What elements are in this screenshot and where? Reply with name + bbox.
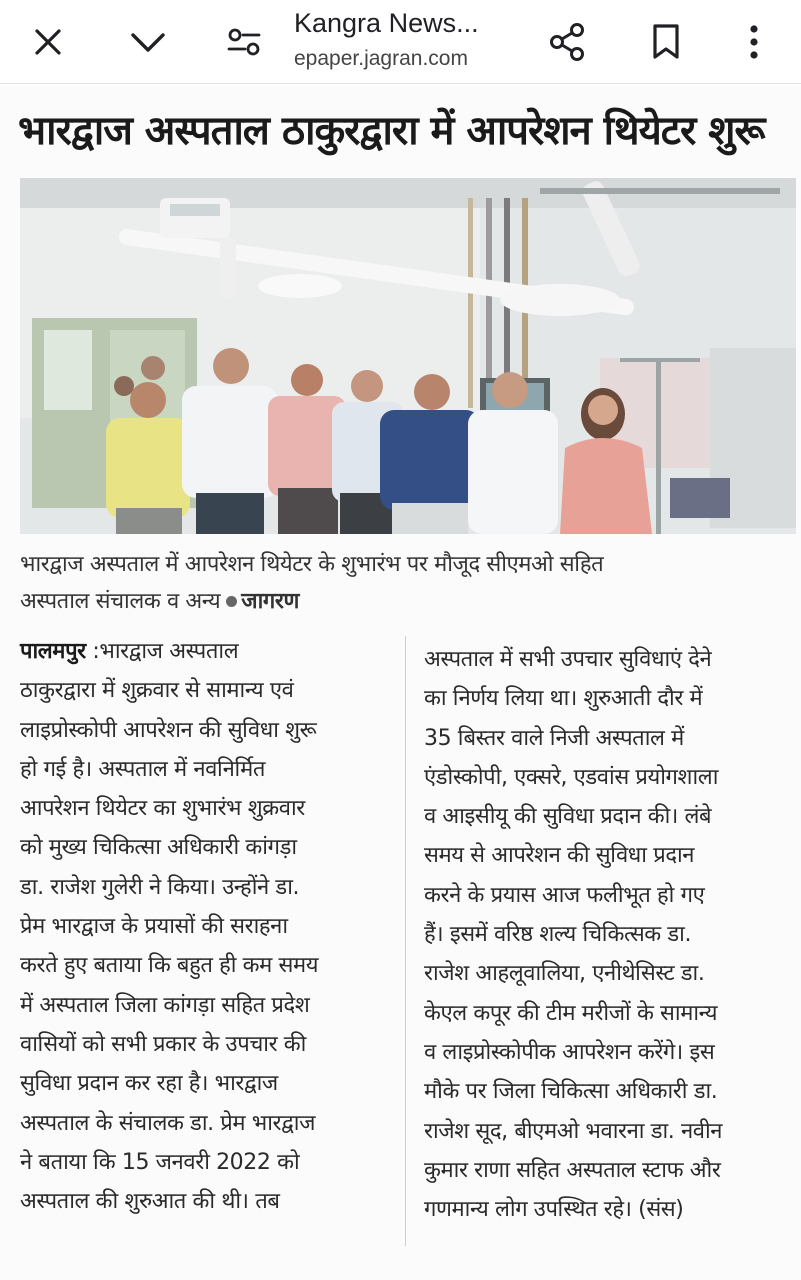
page-url: epaper.jagran.com xyxy=(294,47,468,70)
body-line: लाइप्रोस्कोपी आपरेशन की सुविधा शुरू xyxy=(20,717,317,743)
bullet-icon xyxy=(226,596,237,607)
page-title: Kangra News... xyxy=(294,8,479,38)
body-line: में अस्पताल जिला कांगड़ा सहित प्रदेश xyxy=(20,992,310,1018)
body-line: व आइसीयू की सुविधा प्रदान की। लंबे xyxy=(424,804,712,830)
body-line: समय से आपरेशन की सुविधा प्रदान xyxy=(424,843,695,869)
body-line: केएल कपूर की टीम मरीजों के सामान्य xyxy=(424,1000,718,1026)
body-line: व लाइप्रोस्कोपीक आपरेशन करेंगे। इस xyxy=(424,1039,715,1065)
column-divider xyxy=(405,636,406,1246)
body-line: राजेश आहलूवालिया, एनीथेसिस्ट डा. xyxy=(424,961,705,987)
article-column-left xyxy=(20,632,390,1221)
body-line: 35 बिस्तर वाले निजी अस्पताल में xyxy=(424,725,684,751)
page-title-block[interactable] xyxy=(294,6,534,72)
body-line: हो गई है। अस्पताल में नवनिर्मित xyxy=(20,756,266,782)
more-vert-icon[interactable] xyxy=(730,18,778,66)
article-headline: भारद्वाज अस्पताल ठाकुरद्वारा में आपरेशन थियेटर शुरू xyxy=(18,108,765,154)
body-line: करने के प्रयास आज फलीभूत हो गए xyxy=(424,882,705,908)
body-line: हैं। इसमें वरिष्ठ शल्य चिकित्सक डा. xyxy=(424,922,692,948)
close-icon[interactable] xyxy=(24,18,72,66)
body-line: का निर्णय लिया था। शुरुआती दौर में xyxy=(424,686,703,712)
body-line: वासियों को सभी प्रकार के उपचार की xyxy=(20,1031,306,1057)
share-icon[interactable] xyxy=(543,18,591,66)
article-column-right xyxy=(424,640,794,1229)
body-line: करते हुए बताया कि बहुत ही कम समय xyxy=(20,953,319,979)
chevron-down-icon[interactable] xyxy=(124,18,172,66)
body-line: ठाकुरद्वारा में शुक्रवार से सामान्य एवं xyxy=(20,678,294,704)
body-line: कुमार राणा सहित अस्पताल स्टाफ और xyxy=(424,1157,721,1183)
body-line xyxy=(20,632,390,671)
body-line-text: :भारद्वाज अस्पताल xyxy=(85,639,239,664)
body-line: को मुख्य चिकित्सा अधिकारी कांगड़ा xyxy=(20,835,297,861)
body-line: एंडोस्कोपी, एक्सरे, एडवांस प्रयोगशाला xyxy=(424,764,719,790)
body-line: गणमान्य लोग उपस्थित रहे। (संस) xyxy=(424,1197,684,1223)
body-line: ने बताया कि 15 जनवरी 2022 को xyxy=(20,1149,300,1175)
photo-caption xyxy=(20,546,790,620)
body-line: अस्पताल में सभी उपचार सुविधाएं देने xyxy=(424,647,712,672)
dateline: पालमपुर xyxy=(20,639,86,664)
epaper-clipping xyxy=(0,86,801,1280)
tune-icon[interactable] xyxy=(220,18,268,66)
body-line: प्रेम भारद्वाज के प्रयासों की सराहना xyxy=(20,914,288,940)
body-line: अस्पताल की शुरुआत की थी। तब xyxy=(20,1189,280,1215)
body-line: अस्पताल के संचालक डा. प्रेम भारद्वाज xyxy=(20,1110,315,1136)
bookmark-icon[interactable] xyxy=(642,18,690,66)
body-line: डा. राजेश गुलेरी ने किया। उन्होंने डा. xyxy=(20,874,300,900)
body-line: मौके पर जिला चिकित्सा अधिकारी डा. xyxy=(424,1079,718,1105)
caption-line-text: अस्पताल संचालक व अन्य xyxy=(20,589,221,614)
body-line: आपरेशन थियेटर का शुभारंभ शुक्रवार xyxy=(20,796,305,822)
caption-credit: जागरण xyxy=(241,589,299,614)
browser-toolbar xyxy=(0,0,801,84)
caption-line xyxy=(20,583,790,620)
body-line: राजेश सूद, बीएमओ भवारना डा. नवीन xyxy=(424,1118,723,1144)
body-line: सुविधा प्रदान कर रहा है। भारद्वाज xyxy=(20,1071,278,1097)
article-photo xyxy=(20,178,796,534)
caption-line: भारद्वाज अस्पताल में आपरेशन थियेटर के शुभारंभ पर मौजूद सीएमओ सहित xyxy=(20,552,604,577)
